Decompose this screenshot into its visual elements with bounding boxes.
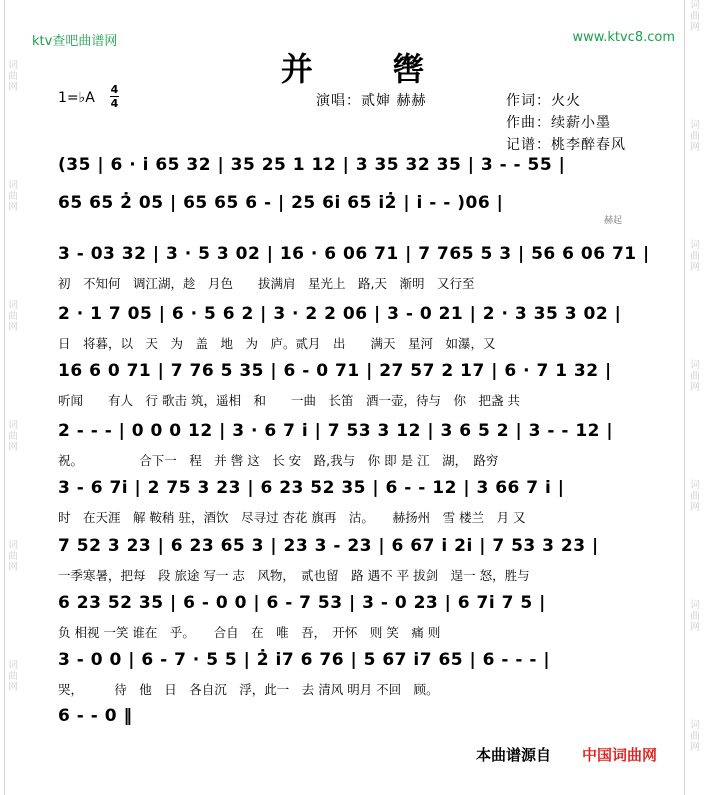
composer-credit: 作曲：续薪小墨 bbox=[506, 115, 611, 131]
left-frame-line bbox=[4, 0, 5, 795]
side-watermark-left: 词曲网 bbox=[8, 180, 18, 213]
notation-line: 16 6 0 71 | 7 76 5 35 | 6 - 0 71 | 27 57 2 17 | 6 · 7 1 32 | bbox=[58, 361, 612, 381]
site-label-right: www.ktvc8.com bbox=[572, 30, 675, 45]
footer-source-label: 本曲谱源自 bbox=[476, 746, 552, 764]
transcriber-credit: 记谱：桃李醉春风 bbox=[506, 137, 626, 153]
lyric-line: 初 不知何 调江湖，趁 月色 拔满肩 星光上 路,天 渐明 又行至 bbox=[58, 276, 475, 291]
song-title: 并 辔 bbox=[280, 50, 459, 88]
lyric-line: 时 在天涯 解 鞍稍 驻，酒饮 尽寻过 杏花 旗再 沽。 赫扬州 雪 楼兰 月 又 bbox=[58, 510, 526, 525]
time-signature-bottom: 4 bbox=[110, 97, 119, 110]
notation-line: (35 | 6 · i 65 32 | 35 25 1 12 | 3 35 32 35 | 3 - - 55 | bbox=[58, 155, 566, 175]
lyric-line: 负 相视 一笑 谁在 乎。 合自 在 唯 吾， 开怀 则 笑 痛 则 bbox=[58, 625, 441, 640]
notation-line: 3 - 0 0 | 6 - 7 · 5 5 | 2̇ i7 6 76 | 5 67 i7 65 | 6 - - - | bbox=[58, 650, 551, 670]
side-watermark-right: 词曲网 bbox=[690, 120, 700, 153]
pickup-marker: 赫起 bbox=[604, 216, 623, 226]
side-watermark-right: 词曲网 bbox=[690, 360, 700, 393]
notation-line: 3 - 6 7i | 2 75 3 23 | 6 23 52 35 | 6 - - 12 | 3 66 7 i | bbox=[58, 478, 565, 498]
singer-credit: 演唱：贰婶 赫赫 bbox=[316, 93, 427, 109]
time-signature-top: 4 bbox=[110, 83, 119, 96]
lyric-line: 祝。 合下一 程 并 辔 这 长 安 路,我与 你 即 是 江 湖， 路穷 bbox=[58, 453, 499, 468]
notation-line: 2 · 1 7 05 | 6 · 5 6 2 | 3 · 2 2 06 | 3 - 0 21 | 2 · 3 35 3 02 | bbox=[58, 304, 622, 324]
site-label-left: ktv查吧曲谱网 bbox=[32, 34, 118, 49]
lyric-line: 哭， 待 他 日 各自沉 浮，此一 去 清风 明月 不回 顾。 bbox=[58, 682, 439, 697]
notation-line: 6 23 52 35 | 6 - 0 0 | 6 - 7 53 | 3 - 0 23 | 6 7i 7 5 | bbox=[58, 593, 546, 613]
lyric-line: 听闻 有人 行 歌击 筑，遥相 和 一曲 长笛 酒一壶，待与 你 把盏 共 bbox=[58, 393, 520, 408]
side-watermark-left: 词曲网 bbox=[8, 540, 18, 573]
lyric-line: 一季寒暑，把每 段 旅途 写一 志 风物， 贰也留 路 遇不 平 拔剑 逞一 怒，胜与 bbox=[58, 568, 530, 583]
side-watermark-right: 词曲网 bbox=[690, 720, 700, 753]
notation-line: 6 - - 0 ‖ bbox=[58, 706, 133, 726]
lyricist-credit: 作词：火火 bbox=[506, 93, 581, 109]
notation-line: 2 - - - | 0 0 0 12 | 3 · 6 7 i | 7 53 3 12 | 3 6 5 2 | 3 - - 12 | bbox=[58, 421, 614, 441]
side-watermark-left: 词曲网 bbox=[8, 660, 18, 693]
key-signature: 1=♭A bbox=[58, 90, 95, 106]
side-watermark-right: 词曲网 bbox=[690, 600, 700, 633]
side-watermark-left: 词曲网 bbox=[8, 420, 18, 453]
footer-site-link[interactable]: 中国词曲网 bbox=[582, 746, 658, 764]
side-watermark-right: 词曲网 bbox=[690, 480, 700, 513]
time-signature bbox=[110, 84, 119, 109]
notation-line: 3 - 03 32 | 3 · 5 3 02 | 16 · 6 06 71 | 7 765 5 3 | 56 6 06 71 | bbox=[58, 244, 650, 264]
side-watermark-right: 词曲网 bbox=[690, 0, 700, 33]
lyric-line: 日 将暮，以 天 为 盖 地 为 庐。贰月 出 满天 星河 如瀑，又 bbox=[58, 336, 496, 351]
side-watermark-left: 词曲网 bbox=[8, 300, 18, 333]
side-watermark-left: 词曲网 bbox=[8, 60, 18, 93]
side-watermark-right: 词曲网 bbox=[690, 240, 700, 273]
notation-line: 65 65 2̇ 05 | 65 65 6 - | 25 6i 65 i2̇ | i - - )06 | bbox=[58, 193, 504, 213]
notation-line: 7 52 3 23 | 6 23 65 3 | 23 3 - 23 | 6 67 i 2i | 7 53 3 23 | bbox=[58, 536, 599, 556]
